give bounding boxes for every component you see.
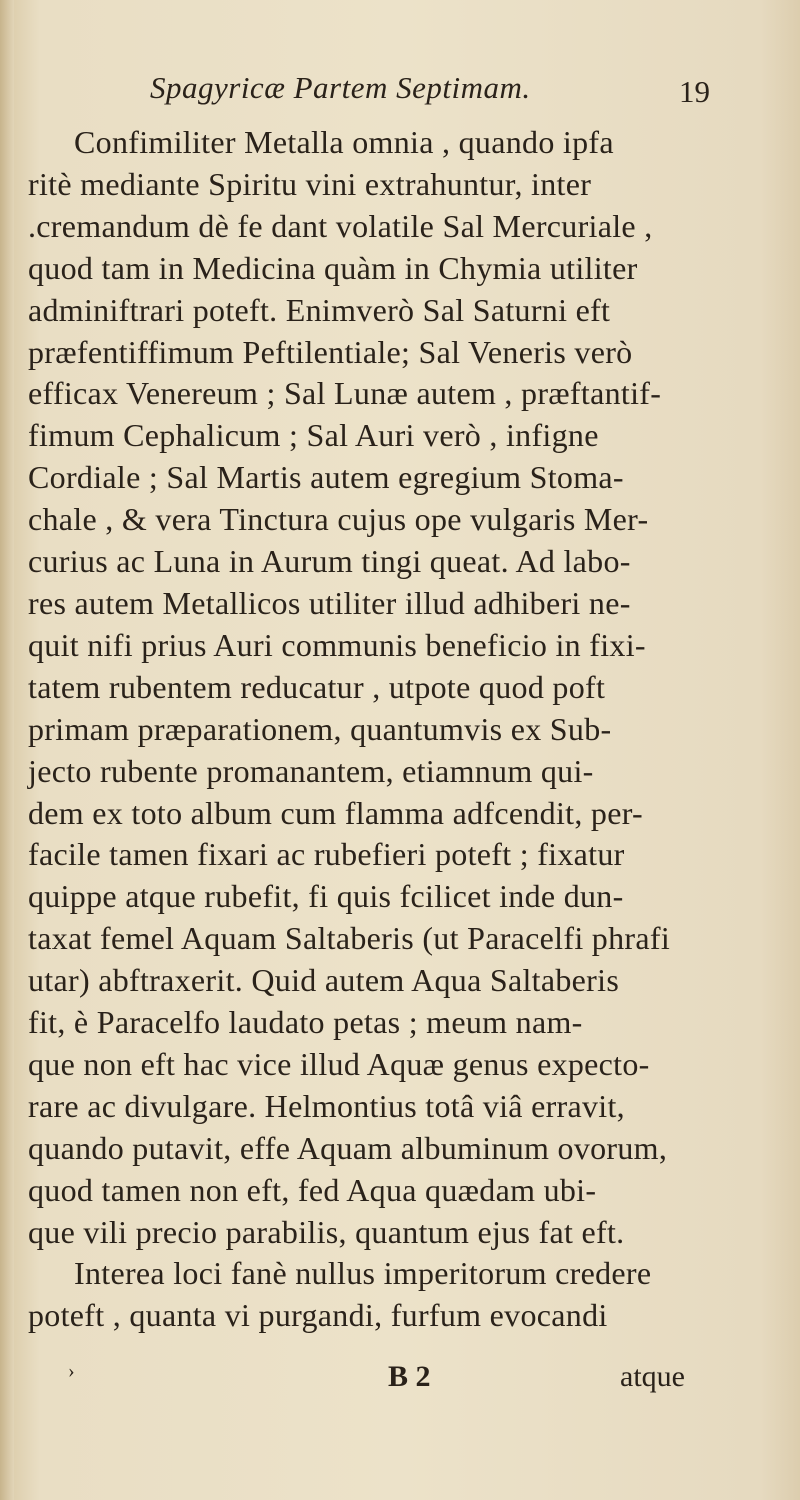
- text-line: quando putavit, effe Aquam albuminum ovorum,: [28, 1129, 668, 1166]
- text-line: jecto rubente promanantem, etiamnum qui-: [28, 752, 594, 789]
- signature-mark: B 2: [388, 1360, 431, 1393]
- text-line: fit, è Paracelfo laudato petas ; meum nam-: [28, 1004, 583, 1041]
- text-line: Confimiliter Metalla omnia , quando ipfa: [74, 124, 614, 160]
- page-gutter: [0, 0, 14, 1500]
- text-line: que non eft hac vice illud Aquæ genus expecto-: [28, 1045, 650, 1082]
- text-line: res autem Metallicos utiliter illud adhiberi ne-: [28, 584, 631, 621]
- text-line: dem ex toto album cum flamma adfcendit, per-: [28, 794, 644, 831]
- text-line: tatem rubentem reducatur , utpote quod poft: [28, 668, 606, 705]
- text-line: præfentiffimum Peftilentiale; Sal Veneris verò: [28, 333, 633, 370]
- text-line: adminiftrari poteft. Enimverò Sal Saturni eft: [28, 291, 611, 328]
- text-line: rare ac divulgare. Helmontius totâ viâ erravit,: [28, 1087, 625, 1124]
- text-line: primam præparationem, quantumvis ex Sub-: [28, 710, 612, 747]
- text-line: que vili precio parabilis, quantum ejus fat eft.: [28, 1213, 625, 1250]
- text-line: poteft , quanta vi purgandi, furfum evocandi: [28, 1297, 608, 1334]
- text-line: facile tamen fixari ac rubefieri poteft ; fixatur: [28, 836, 625, 873]
- text-line: Interea loci fanè nullus imperitorum credere: [74, 1255, 652, 1292]
- page-number: 19: [679, 74, 710, 109]
- text-line: quod tam in Medicina quàm in Chymia utiliter: [28, 249, 638, 286]
- text-line: Cordiale ; Sal Martis autem egregium Stoma-: [28, 459, 624, 496]
- ink-mark: ›: [68, 1360, 75, 1382]
- text-line: taxat femel Aquam Saltaberis (ut Paracelfi phrafi: [28, 920, 671, 957]
- running-head: Spagyricæ Partem Septimam.: [150, 70, 531, 105]
- text-line: utar) abftraxerit. Quid autem Aqua Saltaberis: [28, 962, 620, 999]
- text-line: quod tamen non eft, fed Aqua quædam ubi-: [28, 1171, 597, 1208]
- text-line: curius ac Luna in Aurum tingi queat. Ad labo-: [28, 543, 631, 580]
- page-header: [150, 70, 710, 110]
- text-line: chale , & vera Tinctura cujus ope vulgaris Mer-: [28, 501, 649, 538]
- catchword: atque: [620, 1360, 685, 1393]
- text-line: ritè mediante Spiritu vini extrahuntur, inter: [28, 165, 592, 202]
- text-line: fimum Cephalicum ; Sal Auri verò , infigne: [28, 417, 599, 454]
- text-line: quit nifi prius Auri communis beneficio in fixi-: [28, 626, 646, 663]
- text-line: efficax Venereum ; Sal Lunæ autem , præftantif-: [28, 375, 662, 412]
- body-text: [14, 122, 734, 1337]
- text-line: quippe atque rubefit, fi quis fcilicet inde dun-: [28, 878, 624, 915]
- text-line: .cremandum dè fe dant volatile Sal Mercuriale ,: [28, 207, 653, 244]
- page-footer: [60, 1360, 720, 1400]
